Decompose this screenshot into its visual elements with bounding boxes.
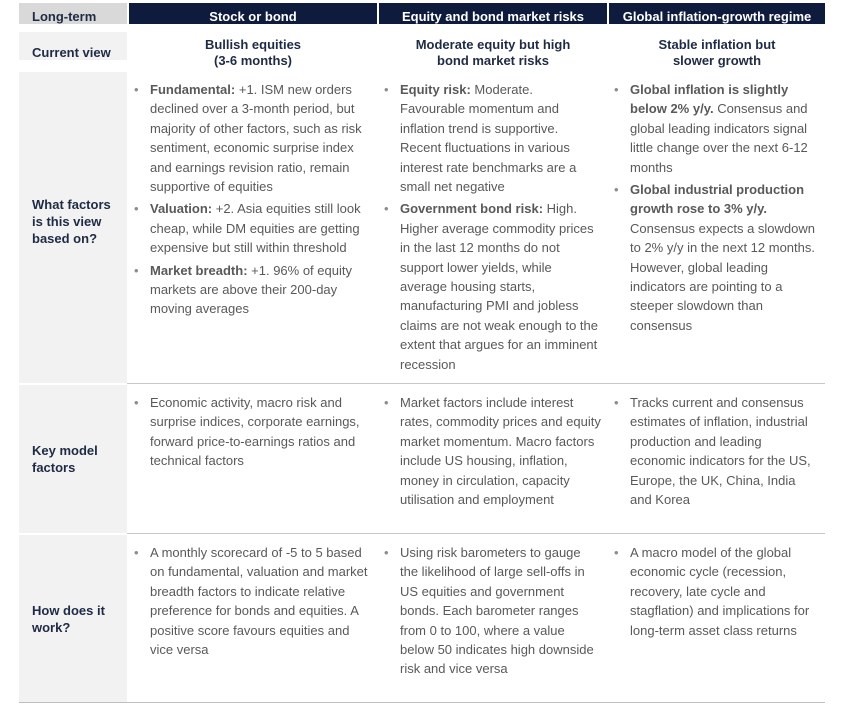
bullet-list bbox=[379, 543, 607, 679]
row-divider bbox=[127, 533, 825, 534]
list-item bbox=[609, 180, 825, 335]
bullet-icon: • bbox=[614, 395, 619, 410]
bullet-list bbox=[609, 80, 825, 335]
item-text: Consensus expects a slowdown to 2% y/y in the next 12 months. However, global leading indicators are pointing to a steeper slowdown than consensus bbox=[630, 220, 815, 333]
bullet-list bbox=[129, 543, 377, 659]
item-text: +2. Asia equities still look cheap, while DM equities are getting expensive but still within threshold bbox=[150, 201, 361, 256]
bullet-icon: • bbox=[134, 545, 139, 560]
item-text: Consensus and global leading indicators signal little change over the next 6-12 months bbox=[630, 101, 808, 175]
list-item bbox=[609, 80, 825, 177]
header-row bbox=[19, 3, 825, 30]
view-line: Bullish equities bbox=[204, 37, 302, 52]
bullet-icon: • bbox=[384, 395, 389, 410]
view-line: (3-6 months) bbox=[214, 53, 292, 68]
how-it-works-stock-or-bond bbox=[129, 535, 377, 662]
bullet-list bbox=[129, 393, 377, 471]
row-label-cell bbox=[19, 535, 127, 703]
row-label-cell bbox=[19, 72, 127, 383]
item-text: Market factors include interest rates, commodity prices and equity market momentum. Macro factors include US housing, inflation, money in circulation, capacity utilisation and employment bbox=[400, 395, 601, 508]
list-item bbox=[379, 543, 607, 679]
view-line: Moderate equity but high bbox=[415, 37, 571, 52]
row-label-how-does-it-work: How does it work? bbox=[32, 603, 105, 635]
bullet-icon: • bbox=[614, 82, 619, 97]
bullet-icon: • bbox=[134, 82, 139, 97]
list-item bbox=[609, 543, 825, 640]
current-view-inflation-growth bbox=[609, 32, 825, 69]
row-label-long-term: Long-term bbox=[19, 3, 127, 24]
key-model-market-risks bbox=[379, 385, 607, 512]
how-it-works-inflation-growth bbox=[609, 535, 825, 643]
list-item bbox=[129, 261, 377, 319]
bullet-icon: • bbox=[384, 82, 389, 97]
bullet-icon: • bbox=[134, 262, 139, 278]
what-factors-market-risks bbox=[379, 72, 607, 377]
bullet-list bbox=[379, 80, 607, 374]
list-item bbox=[129, 543, 377, 659]
bullet-list bbox=[609, 543, 825, 640]
item-heading: Valuation: bbox=[150, 201, 213, 217]
key-model-stock-or-bond bbox=[129, 385, 377, 474]
what-factors-row bbox=[19, 72, 825, 383]
view-line: slower growth bbox=[672, 53, 762, 68]
view-line: Stable inflation but bbox=[658, 37, 776, 52]
row-label-cell bbox=[19, 385, 127, 533]
column-header-stock-or-bond: Stock or bond bbox=[129, 3, 377, 24]
bullet-list bbox=[129, 80, 377, 319]
list-item bbox=[129, 80, 377, 196]
bullet-icon: • bbox=[614, 545, 619, 560]
how-does-it-work-row bbox=[19, 535, 825, 703]
key-model-inflation-growth bbox=[609, 385, 825, 512]
table-bottom-border bbox=[19, 702, 825, 703]
bullet-icon: • bbox=[384, 201, 389, 217]
bullet-list bbox=[379, 393, 607, 509]
list-item bbox=[609, 393, 825, 509]
row-label-current-view: Current view bbox=[19, 32, 127, 60]
item-text: Moderate. Favourable momentum and inflation trend is supportive. Recent fluctuations in various interest rate benchmarks are a small net negative bbox=[400, 82, 577, 195]
item-text: A monthly scorecard of -5 to 5 based on fundamental, valuation and market breadth factors to indicate relative preference for bonds and equities. A positive score favours equities and vice versa bbox=[150, 545, 368, 658]
list-item bbox=[129, 393, 377, 471]
list-item bbox=[379, 80, 607, 196]
bullet-icon: • bbox=[134, 201, 139, 217]
item-text: High. Higher average commodity prices in the last 12 months do not support lower yields, while average housing starts, manufacturing PMI and jobless claims are not weak enough to the extent that argues for an imminent recession bbox=[400, 201, 599, 372]
list-item bbox=[129, 199, 377, 257]
what-factors-inflation-growth bbox=[609, 72, 825, 338]
list-item bbox=[379, 199, 607, 374]
bullet-icon: • bbox=[384, 545, 389, 560]
how-it-works-market-risks bbox=[379, 535, 607, 682]
list-item bbox=[379, 393, 607, 509]
item-text: Using risk barometers to gauge the likelihood of large sell-offs in US equities and government bonds. Each barometer ranges from 0 to 100, where a value below 50 indicates high downside risk and vice versa bbox=[400, 545, 594, 677]
item-heading: Equity risk: bbox=[400, 82, 471, 97]
item-text: A macro model of the global economic cycle (recession, recovery, late cycle and stagflation) and implications for long-term asset class returns bbox=[630, 545, 810, 638]
what-factors-stock-or-bond bbox=[129, 72, 377, 322]
row-divider bbox=[127, 383, 825, 384]
item-heading: Government bond risk: bbox=[400, 201, 544, 217]
current-view-market-risks bbox=[379, 32, 607, 69]
item-heading: Fundamental: bbox=[150, 82, 236, 97]
current-view-stock-or-bond bbox=[129, 32, 377, 69]
item-heading: Global industrial production growth rose to 3% y/y. bbox=[630, 182, 805, 217]
item-text: Tracks current and consensus estimates of inflation, industrial production and leading economic indicators for the US, Europe, the UK, China, India and Korea bbox=[630, 395, 811, 508]
item-heading: Global inflation is slightly below 2% y/y. bbox=[630, 82, 789, 117]
bullet-icon: • bbox=[134, 395, 139, 410]
item-text: Economic activity, macro risk and surprise indices, corporate earnings, forward price-to-earnings ratios and technical factors bbox=[150, 395, 360, 469]
current-view-row bbox=[19, 32, 825, 70]
row-label-key-model-factors: Key model factors bbox=[32, 443, 98, 475]
bullet-list bbox=[609, 393, 825, 509]
column-header-market-risks: Equity and bond market risks bbox=[379, 3, 607, 24]
row-label-what-factors: What factors is this view based on? bbox=[32, 197, 111, 246]
key-model-factors-row bbox=[19, 385, 825, 533]
column-header-inflation-growth: Global inflation-growth regime bbox=[609, 3, 825, 24]
item-text: +1. 96% of equity markets are above their 200-day moving averages bbox=[150, 262, 352, 317]
bullet-icon: • bbox=[614, 182, 619, 198]
item-text: +1. ISM new orders declined over a 3-month period, but majority of other factors, such as risk sentiment, economic surprise index and earnings revision ratio, remain supportive of equities bbox=[150, 82, 362, 195]
item-heading: Market breadth: bbox=[150, 262, 248, 278]
view-line: bond market risks bbox=[437, 53, 549, 68]
